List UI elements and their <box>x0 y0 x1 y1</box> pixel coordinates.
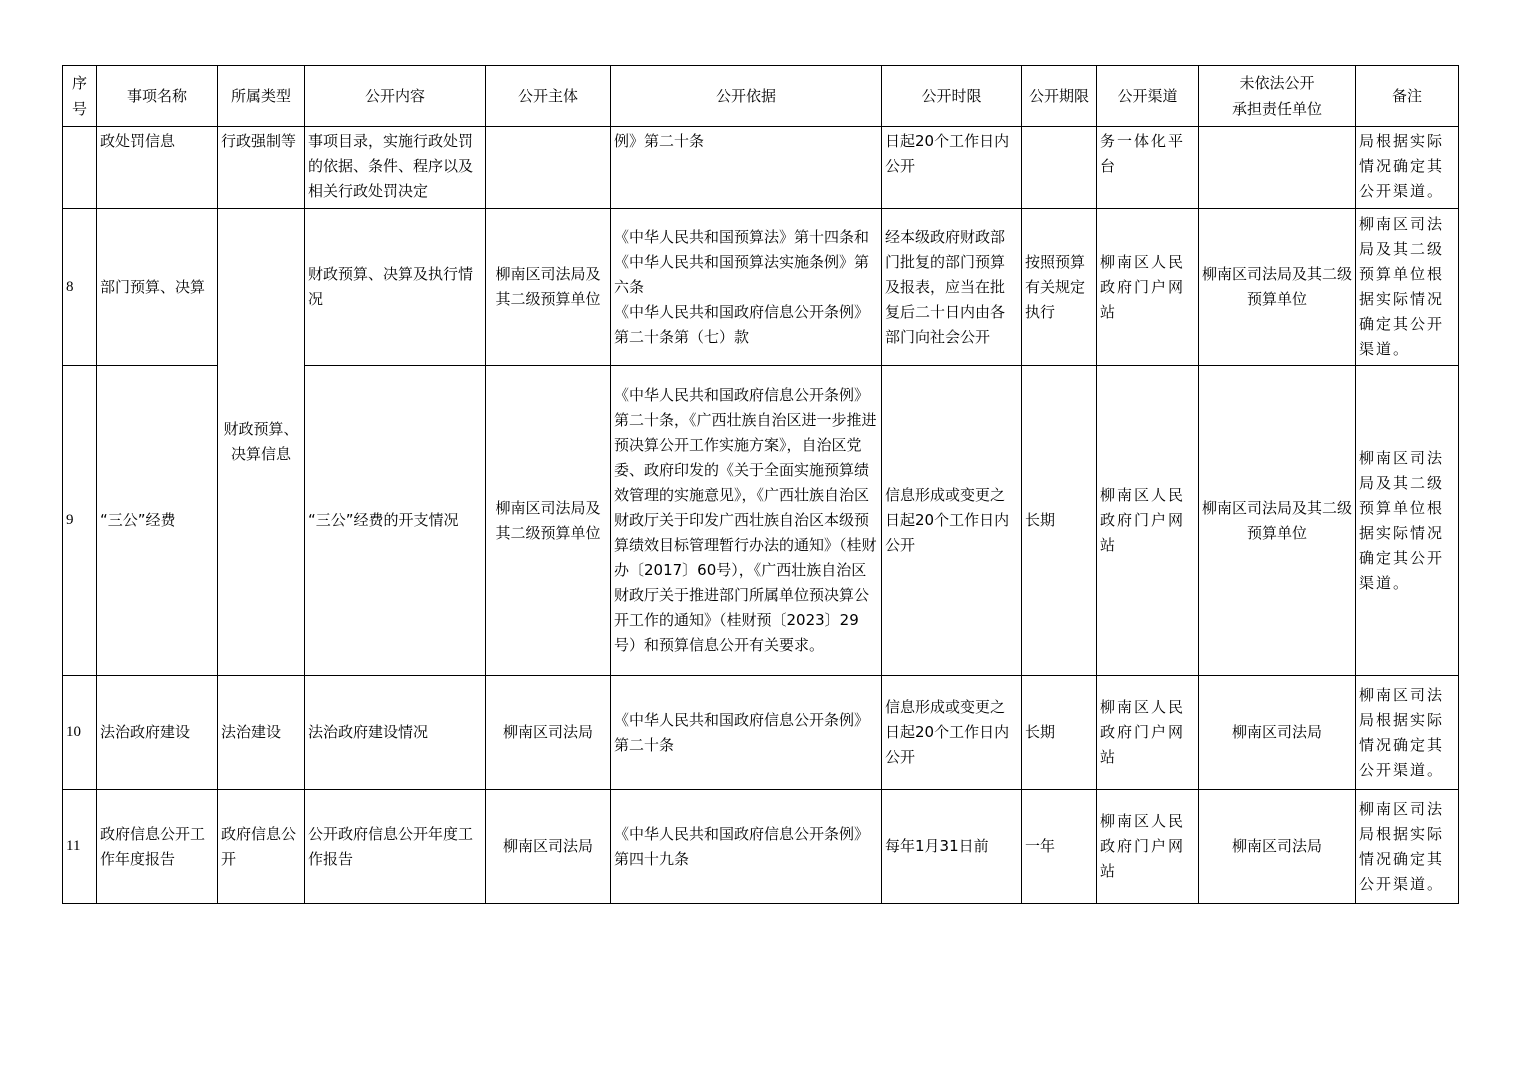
table-row <box>63 790 1459 904</box>
cell-basis: 《中华人民共和国政府信息公开条例》第四十九条 <box>611 790 882 904</box>
header-type: 所属类型 <box>218 66 305 127</box>
cell-remark: 柳南区司法局及其二级预算单位根据实际情况确定其公开渠道。 <box>1356 366 1459 676</box>
cell-subject <box>486 127 611 209</box>
header-subject: 公开主体 <box>486 66 611 127</box>
disclosure-table <box>62 65 1459 904</box>
cell-responsible <box>1199 127 1356 209</box>
cell-channel: 柳南区人民政府门户网站 <box>1097 790 1199 904</box>
header-period: 公开期限 <box>1022 66 1097 127</box>
cell-time-limit: 信息形成或变更之日起20个工作日内公开 <box>882 676 1022 790</box>
cell-subject: 柳南区司法局及其二级预算单位 <box>486 366 611 676</box>
header-channel: 公开渠道 <box>1097 66 1199 127</box>
cell-period: 长期 <box>1022 366 1097 676</box>
cell-seq <box>63 127 97 209</box>
header-seq: 序 号 <box>63 66 97 127</box>
header-responsible: 未依法公开 承担责任单位 <box>1199 66 1356 127</box>
cell-period <box>1022 127 1097 209</box>
cell-remark: 柳南区司法局及其二级预算单位根据实际情况确定其公开渠道。 <box>1356 209 1459 366</box>
cell-name: 政处罚信息 <box>97 127 218 209</box>
cell-responsible: 柳南区司法局 <box>1199 676 1356 790</box>
cell-type: 法治建设 <box>218 676 305 790</box>
cell-seq: 10 <box>63 676 97 790</box>
header-name: 事项名称 <box>97 66 218 127</box>
cell-time-limit: 经本级政府财政部门批复的部门预算及报表，应当在批复后二十日内由各部门向社会公开 <box>882 209 1022 366</box>
cell-content: “三公”经费的开支情况 <box>305 366 486 676</box>
cell-remark: 柳南区司法局根据实际情况确定其公开渠道。 <box>1356 790 1459 904</box>
cell-channel: 柳南区人民政府门户网站 <box>1097 676 1199 790</box>
header-basis: 公开依据 <box>611 66 882 127</box>
cell-subject: 柳南区司法局 <box>486 790 611 904</box>
cell-basis: 例》第二十条 <box>611 127 882 209</box>
cell-type: 政府信息公开 <box>218 790 305 904</box>
table-row <box>63 676 1459 790</box>
cell-period: 按照预算有关规定执行 <box>1022 209 1097 366</box>
cell-time-limit: 信息形成或变更之日起20个工作日内公开 <box>882 366 1022 676</box>
cell-subject: 柳南区司法局 <box>486 676 611 790</box>
cell-responsible: 柳南区司法局及其二级预算单位 <box>1199 209 1356 366</box>
cell-channel: 柳南区人民政府门户网站 <box>1097 366 1199 676</box>
cell-name: 政府信息公开工作年度报告 <box>97 790 218 904</box>
cell-channel: 务一体化平台 <box>1097 127 1199 209</box>
cell-basis: 《中华人民共和国政府信息公开条例》第二十条，《广西壮族自治区进一步推进预决算公开工作实施方案》，自治区党委、政府印发的《关于全面实施预算绩效管理的实施意见》，《广西壮族自治区财政厅关于印发广西壮族自治区本级预算绩效目标管理暂行办法的通知》（桂财办〔2017〕60号），《广西壮族自治区财政厅关于推进部门所属单位预决算公开工作的通知》（桂财预〔2023〕29号）和预算信息公开有关要求。 <box>611 366 882 676</box>
cell-remark: 局根据实际情况确定其公开渠道。 <box>1356 127 1459 209</box>
table-row <box>63 127 1459 209</box>
cell-basis: 《中华人民共和国政府信息公开条例》第二十条 <box>611 676 882 790</box>
table-row <box>63 209 1459 366</box>
cell-content: 财政预算、决算及执行情况 <box>305 209 486 366</box>
cell-name: 法治政府建设 <box>97 676 218 790</box>
cell-time-limit: 每年1月31日前 <box>882 790 1022 904</box>
cell-period: 长期 <box>1022 676 1097 790</box>
cell-channel: 柳南区人民政府门户网站 <box>1097 209 1199 366</box>
header-time-limit: 公开时限 <box>882 66 1022 127</box>
header-content: 公开内容 <box>305 66 486 127</box>
header-remark: 备注 <box>1356 66 1459 127</box>
cell-type-merged: 财政预算、 决算信息 <box>218 209 305 676</box>
table-header-row <box>63 66 1459 127</box>
cell-content: 公开政府信息公开年度工作报告 <box>305 790 486 904</box>
cell-content: 法治政府建设情况 <box>305 676 486 790</box>
cell-seq: 11 <box>63 790 97 904</box>
cell-seq: 8 <box>63 209 97 366</box>
cell-subject: 柳南区司法局及其二级预算单位 <box>486 209 611 366</box>
cell-responsible: 柳南区司法局 <box>1199 790 1356 904</box>
cell-name: “三公”经费 <box>97 366 218 676</box>
cell-name: 部门预算、决算 <box>97 209 218 366</box>
cell-responsible: 柳南区司法局及其二级预算单位 <box>1199 366 1356 676</box>
cell-time-limit: 日起20个工作日内公开 <box>882 127 1022 209</box>
cell-basis: 《中华人民共和国预算法》第十四条和《中华人民共和国预算法实施条例》第六条 《中华人民共和国政府信息公开条例》第二十条第（七）款 <box>611 209 882 366</box>
cell-content: 事项目录，实施行政处罚的依据、条件、程序以及相关行政处罚决定 <box>305 127 486 209</box>
cell-period: 一年 <box>1022 790 1097 904</box>
cell-remark: 柳南区司法局根据实际情况确定其公开渠道。 <box>1356 676 1459 790</box>
cell-seq: 9 <box>63 366 97 676</box>
cell-type: 行政强制等 <box>218 127 305 209</box>
